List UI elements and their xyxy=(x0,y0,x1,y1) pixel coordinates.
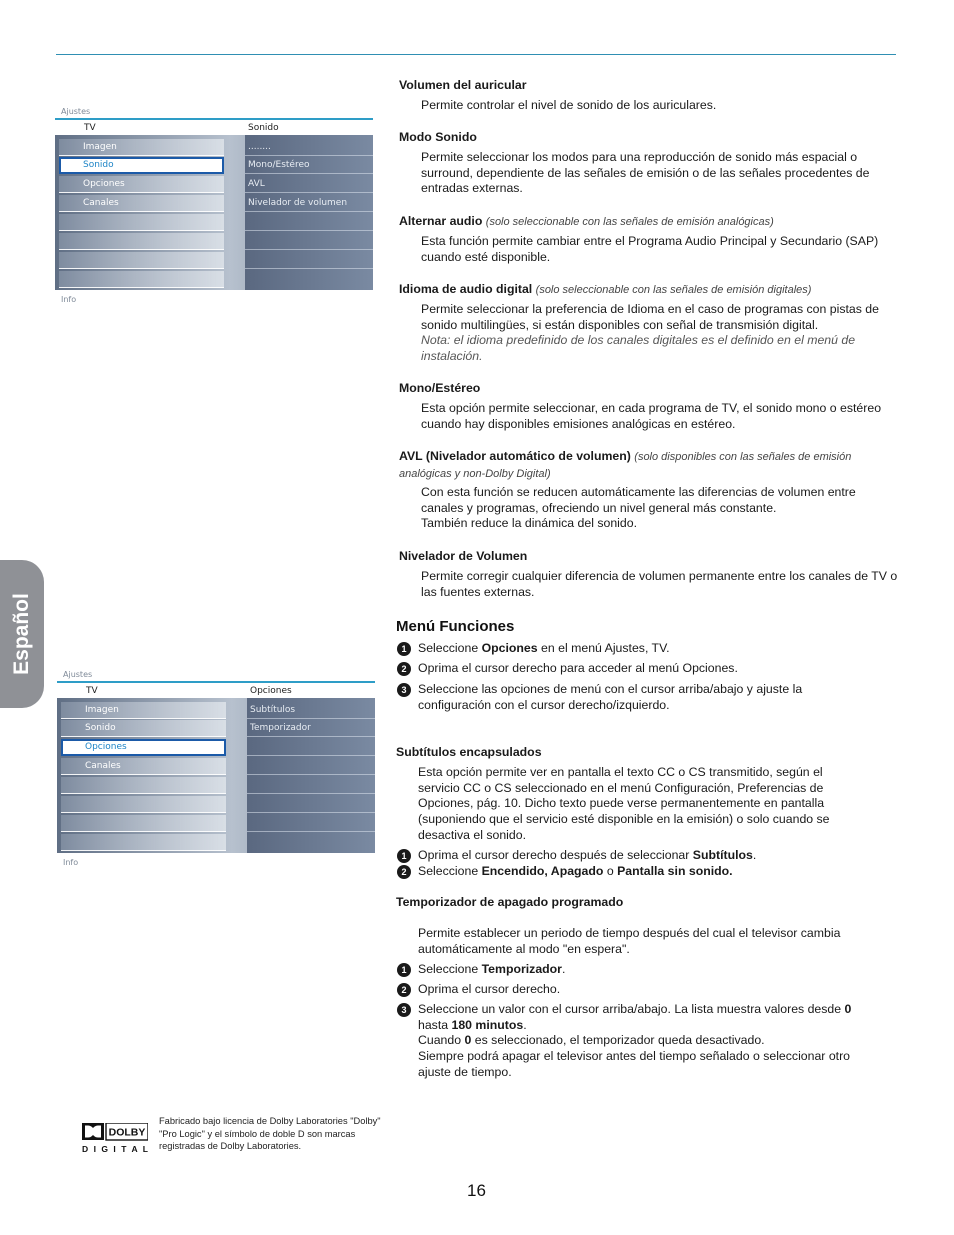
step-number-icon: 1 xyxy=(397,642,411,656)
submenu-item-empty xyxy=(245,214,373,231)
text-subtitulos: Esta opción permite ver en pantalla el texto CC o CS transmitido, según el servicio CC o CS seleccionado en el menú Configuración, Preferencias de Opciones, pág. 10. Dicho texto puede verse permanentemente en pantalla (suponiendo que el servicio esté disponible en la emisión) o solo cuando se desactiva el sonido. xyxy=(418,765,830,842)
menu-item-empty xyxy=(59,233,224,250)
menu-item-opciones[interactable]: Opciones xyxy=(59,176,224,193)
menu-item-canales[interactable]: Canales xyxy=(59,195,224,212)
funciones-step-2: 2 Oprima el cursor derecho para acceder al menú Opciones. xyxy=(397,661,887,677)
menu-item-empty xyxy=(61,815,226,832)
dolby-license-text: Fabricado bajo licencia de Dolby Laboratories "Dolby" "Pro Logic" y el símbolo de doble D son marcas registradas de Dolby Laboratories. xyxy=(159,1116,381,1152)
text-nivelador: Permite corregir cualquier diferencia de volumen permanente entre los canales de TV o las fuentes externas. xyxy=(421,569,898,599)
text-avl xyxy=(421,485,891,532)
text-temporizador: Permite establecer un periodo de tiempo después del cual el televisor cambia automáticamente al modo "en espera". xyxy=(418,926,841,956)
menu-info: Info xyxy=(61,295,77,304)
note-avl: (solo disponibles con las señales de emisión analógicas y non-Dolby Digital) xyxy=(399,451,852,480)
heading-nivelador: Nivelador de Volumen xyxy=(399,549,528,563)
funciones-step-1: 1 Seleccione Opciones en el menú Ajustes, TV. xyxy=(397,641,887,657)
menu-item-empty xyxy=(59,271,224,288)
menu-submenu xyxy=(245,135,373,290)
text-idioma-audio-note: Nota: el idioma predefinido de los canales digitales es el definido en el menú de instalación. xyxy=(421,333,856,364)
text-avl-body1: Con esta función se reducen automáticamente las diferencias de volumen entre canales y programas, ofreciendo un nivel general más constante. xyxy=(421,485,856,515)
submenu-item-subtitulos[interactable]: Subtítulos xyxy=(247,702,375,719)
step-number-icon: 1 xyxy=(397,849,411,863)
dolby-logo-word: DOLBY xyxy=(108,1126,146,1139)
text-volumen-auricular: Permite controlar el nivel de sonido de los auriculares. xyxy=(421,98,717,112)
menu-left-header: TV xyxy=(86,686,98,696)
dolby-digital-logo xyxy=(82,1123,148,1153)
menu-underline xyxy=(55,118,373,120)
menu-item-opciones-selected[interactable]: Opciones xyxy=(61,739,226,756)
menu-item-sonido[interactable]: Sonido xyxy=(61,720,226,737)
heading-avl xyxy=(399,449,894,482)
menu-info: Info xyxy=(63,858,79,867)
submenu-item-mono-estereo[interactable]: Mono/Estéreo xyxy=(245,157,373,174)
heading-modo-sonido: Modo Sonido xyxy=(399,130,477,144)
step-number-icon: 1 xyxy=(397,963,411,977)
menu-item-empty xyxy=(59,252,224,269)
heading-idioma-audio-title: Idioma de audio digital xyxy=(399,282,533,296)
heading-alternar-audio-title: Alternar audio xyxy=(399,214,483,228)
heading-alternar-audio xyxy=(399,214,894,231)
submenu-item-avl[interactable]: AVL xyxy=(245,176,373,193)
menu-right-header: Opciones xyxy=(250,686,292,696)
text-avl-body2: También reduce la dinámica del sonido. xyxy=(421,516,638,531)
text-idioma-audio-body: Permite seleccionar la preferencia de Idioma en el caso de programas con pistas de sonido multilingües, si están disponibles con señal de transmisión digital. xyxy=(421,302,879,332)
temporizador-step-1: 1 Seleccione Temporizador. xyxy=(397,962,887,978)
submenu-item-temporizador[interactable]: Temporizador xyxy=(247,720,375,737)
tv-menu-opciones xyxy=(57,670,375,867)
submenu-item-empty xyxy=(247,815,375,832)
top-rule xyxy=(56,54,896,55)
menu-submenu xyxy=(247,698,375,853)
page-number: 16 xyxy=(467,1181,486,1200)
step-number-icon: 2 xyxy=(397,983,411,997)
menu-right-header: Sonido xyxy=(248,123,279,133)
submenu-item-nivelador[interactable]: Nivelador de volumen xyxy=(245,195,373,212)
submenu-item-modo[interactable]: ........ xyxy=(245,139,373,156)
step-number-icon: 2 xyxy=(397,865,411,879)
menu-body xyxy=(57,698,375,853)
step-number-icon: 3 xyxy=(397,683,411,697)
subtitulos-step-2: 2 Seleccione Encendido, Apagado o Pantalla sin sonido. xyxy=(397,864,887,880)
submenu-item-empty xyxy=(247,739,375,756)
menu-item-sonido-selected[interactable]: Sonido xyxy=(59,157,224,174)
submenu-item-empty xyxy=(247,758,375,775)
submenu-item-empty xyxy=(247,796,375,813)
language-tab-label: Español xyxy=(10,593,33,675)
menu-item-empty xyxy=(61,796,226,813)
heading-temporizador: Temporizador de apagado programado xyxy=(396,895,624,909)
step-number-icon: 3 xyxy=(397,1003,411,1017)
submenu-item-empty xyxy=(247,777,375,794)
heading-subtitulos: Subtítulos encapsulados xyxy=(396,745,542,759)
tv-menu-sonido xyxy=(55,107,373,304)
menu-item-empty xyxy=(61,834,226,851)
menu-item-imagen[interactable]: Imagen xyxy=(59,139,224,156)
text-mono-estereo: Esta opción permite seleccionar, en cada programa de TV, el sonido mono o estéreo cuando hay disponibles emisiones analógicas en estéreo. xyxy=(421,401,882,431)
menu-body xyxy=(55,135,373,290)
heading-volumen-auricular: Volumen del auricular xyxy=(399,78,527,92)
text-idioma-audio xyxy=(421,302,891,365)
subtitulos-step-1: 1 Oprima el cursor derecho después de seleccionar Subtítulos. xyxy=(397,848,887,864)
text-alternar-audio: Esta función permite cambiar entre el Programa Audio Principal y Secundario (SAP) cuando esté disponible. xyxy=(421,234,879,264)
note-idioma-audio: (solo seleccionable con las señales de emisión digitales) xyxy=(535,284,812,296)
menu-breadcrumb: Ajustes xyxy=(61,107,91,116)
text-modo-sonido: Permite seleccionar los modos para una reproducción de sonido más espacial o surround, dependiente de las señales de emisión o de las señales procedentes de entradas externas. xyxy=(421,150,870,196)
funciones-step-3: 3 Seleccione las opciones de menú con el cursor arriba/abajo y ajuste la configuración con el cursor derecho/izquierdo. xyxy=(397,682,837,713)
menu-item-canales[interactable]: Canales xyxy=(61,758,226,775)
step-number-icon: 2 xyxy=(397,662,411,676)
note-alternar-audio: (solo seleccionable con las señales de emisión analógicas) xyxy=(485,216,774,228)
menu-item-imagen[interactable]: Imagen xyxy=(61,702,226,719)
heading-avl-title: AVL (Nivelador automático de volumen) xyxy=(399,449,631,463)
section-title-menu-funciones: Menú Funciones xyxy=(396,618,515,635)
submenu-item-empty xyxy=(245,233,373,250)
menu-item-empty xyxy=(59,214,224,231)
heading-mono-estereo: Mono/Estéreo xyxy=(399,381,481,395)
language-tab xyxy=(0,560,44,708)
menu-underline xyxy=(57,681,375,683)
temporizador-step-2: 2 Oprima el cursor derecho. xyxy=(397,982,887,998)
submenu-item-empty xyxy=(245,252,373,269)
menu-breadcrumb: Ajustes xyxy=(63,670,93,679)
temporizador-step-3: 3 Seleccione un valor con el cursor arriba/abajo. La lista muestra valores desde 0 hasta 180 minutos. Cuando 0 es seleccionado, el temporizador queda desactivado. Siempre podrá apagar el televisor antes del tiempo señalado o seleccionar otro ajuste de tiempo. xyxy=(397,1002,882,1081)
menu-item-empty xyxy=(61,777,226,794)
dolby-logo-sub: D I G I T A L xyxy=(82,1144,148,1153)
heading-idioma-audio xyxy=(399,282,894,299)
menu-left-header: TV xyxy=(84,123,96,133)
